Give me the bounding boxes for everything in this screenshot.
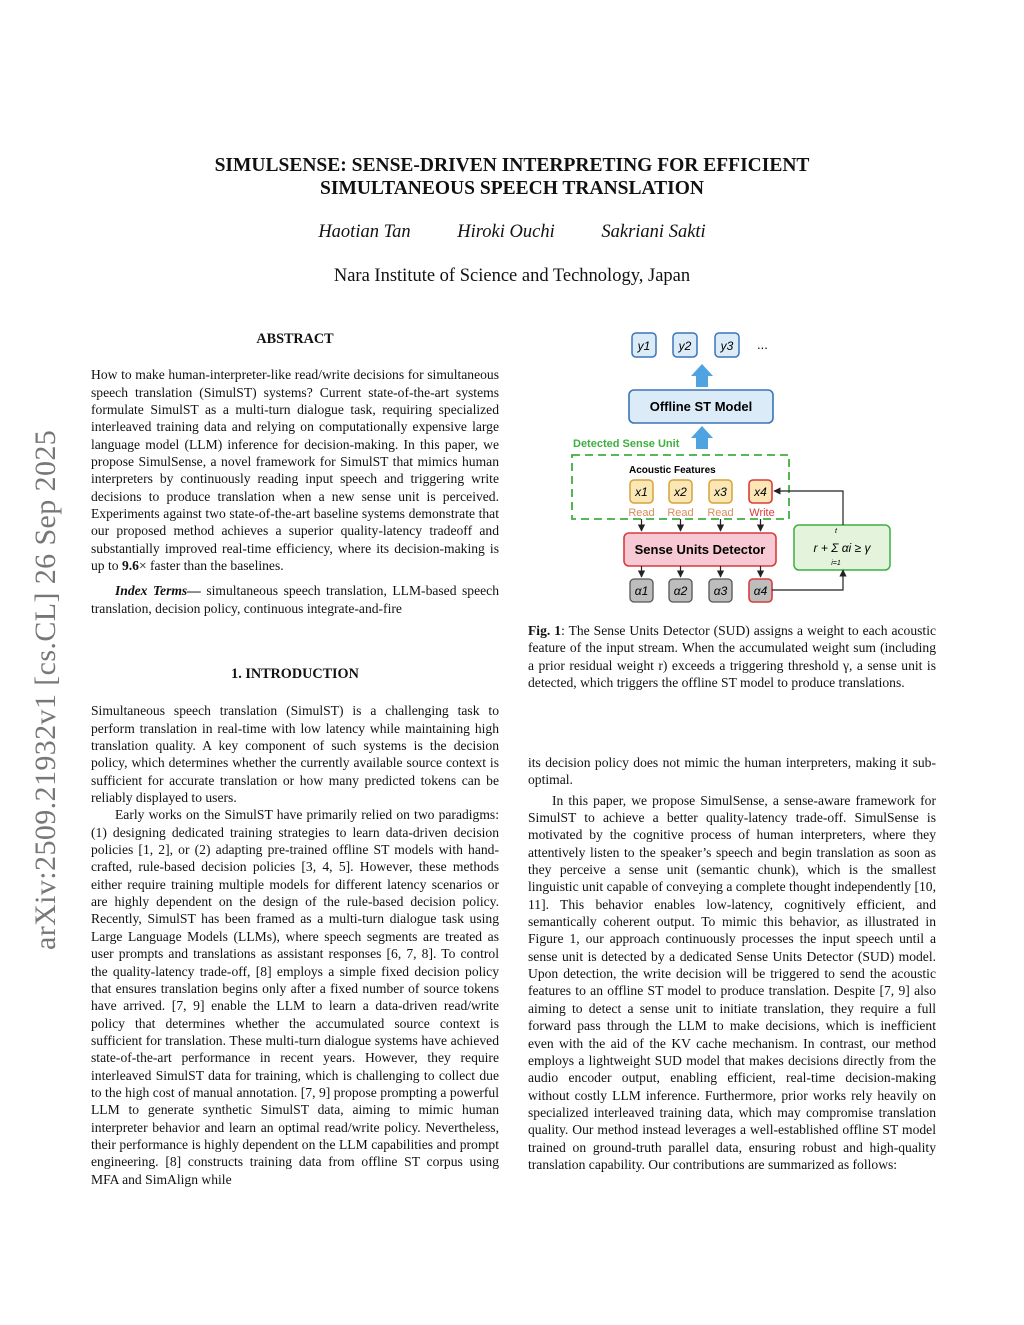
- index-terms: [91, 582, 499, 617]
- input-feature-3: [709, 480, 732, 503]
- abstract-speedup: 9.6: [121, 558, 139, 574]
- action-read-3: Read: [707, 507, 734, 519]
- svg-text:x2: x2: [674, 485, 687, 499]
- detected-sense-unit-label: Detected Sense Unit: [573, 438, 680, 450]
- introduction-heading: 1. INTRODUCTION: [231, 666, 359, 682]
- caption-text: : The Sense Units Detector (SUD) assigns a weight to each acoustic feature of the input stream. When the accumulated weight sum (including a prior residual weight r) exceeds a triggering threshold γ, a sense unit is detected, which triggers the offline ST model to produce translations.: [528, 623, 936, 691]
- sense-units-detector-label: Sense Units Detector: [634, 542, 766, 557]
- abstract-heading: ABSTRACT: [256, 331, 334, 347]
- input-feature-1: [630, 480, 653, 503]
- paper-title: [0, 154, 1024, 200]
- sum-upper-limit: t: [835, 528, 837, 535]
- author-2: Hiroki Ouchi: [457, 222, 555, 242]
- right-paragraph-0: its decision policy does not mimic the human interpreters, making it sub-optimal.: [528, 755, 936, 788]
- svg-text:α3: α3: [713, 584, 728, 598]
- abstract-suffix: × faster than the baselines.: [138, 558, 284, 574]
- output-ellipsis: ...: [757, 337, 768, 352]
- weight-4: [749, 579, 772, 602]
- figure-caption: [528, 622, 936, 691]
- title-line-2: SIMULTANEOUS SPEECH TRANSLATION: [320, 178, 704, 199]
- up-arrow-icon: [691, 364, 713, 387]
- threshold-condition: r + Σ αi ≥ γ: [813, 541, 871, 555]
- offline-st-model-label: Offline ST Model: [649, 399, 753, 414]
- intro-paragraph-1: Simultaneous speech translation (SimulST) is a challenging task to perform translation in real-time with low latency while maintaining high translation quality. A key component of such systems is the decision policy, which determines whether the currently available source context is sufficient for accurate translation or how many predicted tokens can be reliably displayed to users.: [91, 703, 499, 806]
- figure-1: [560, 325, 940, 615]
- index-terms-label: Index Terms—: [115, 583, 201, 599]
- sum-lower-limit: i=1: [831, 560, 841, 567]
- svg-text:α1: α1: [634, 584, 649, 598]
- svg-text:y2: y2: [678, 339, 692, 353]
- title-line-1: SIMULSENSE: SENSE-DRIVEN INTERPRETING FOR EFFICIENT: [214, 155, 810, 176]
- svg-text:x4: x4: [754, 485, 767, 499]
- action-read-1: Read: [628, 507, 655, 519]
- svg-text:α2: α2: [673, 584, 688, 598]
- weight-1: [630, 579, 653, 602]
- output-token-2: [673, 333, 697, 357]
- index-terms-text: simultaneous speech translation, LLM-based speech translation, decision policy, continuous integrate-and-fire: [91, 583, 500, 616]
- abstract-body: [91, 366, 499, 574]
- introduction-section: [91, 666, 499, 1188]
- action-read-2: Read: [667, 507, 694, 519]
- weight-3: [709, 579, 732, 602]
- svg-text:x3: x3: [714, 485, 727, 499]
- action-write: Write: [749, 507, 775, 519]
- input-feature-2: [669, 480, 692, 503]
- acoustic-features-label: Acoustic Features: [629, 465, 716, 476]
- input-feature-4: [749, 480, 772, 503]
- arxiv-identifier: arXiv:2509.21932v1 [cs.CL] 26 Sep 2025: [29, 429, 62, 950]
- sense-units-diagram: [560, 325, 940, 615]
- right-paragraph-1: In this paper, we propose SimulSense, a sense-aware framework for SimulST to achieve a better quality-latency trade-off. SimulSense is motivated by the cognitive process of human interpreters, where they attentively listen to the speaker’s speech and begin translation as soon as they perceive a sense unit (semantic chunk), which is the smallest linguistic unit capable of conveying a complete thought independently [10, 11]. This behavior enables low-latency, cognitively efficient, and semantically coherent output. To mimic this behavior, as illustrated in Figure 1, our approach continuously processes the input speech until a sense unit is detected by a dedicated Sense Units Detector (SUD) model. Upon detection, the write decision will be triggered to send the acoustic features to an offline ST model to produce translation. Despite [7, 9] also aiming to detect a sense unit to initiate translation, they require a full forward pass through the LLM to make decisions, which is inefficient even with the aid of the KV cache mechanism. In contrast, our method employs a lightweight SUD model that makes decisions directly from the audio encoder output, enabling efficient, real-time decision-making without costly LLM inference. Furthermore, prior works rely heavily on specialized interleaved training data, which may compromise translation quality. Our method instead leverages a well-established offline ST model trained on ground-truth parallel data, ensuring robust and high-quality translation capability. Our contributions are summarized as follows:: [528, 792, 936, 1172]
- author-1: Haotian Tan: [318, 222, 411, 242]
- abstract-section: [91, 331, 499, 617]
- weight-2: [669, 579, 692, 602]
- output-token-3: [715, 333, 739, 357]
- affiliation: Nara Institute of Science and Technology, Japan: [333, 266, 691, 286]
- right-column-text: [528, 754, 936, 1173]
- svg-text:α4: α4: [753, 584, 768, 598]
- up-arrow-icon-2: [691, 426, 713, 449]
- svg-text:y1: y1: [637, 339, 651, 353]
- svg-text:y3: y3: [720, 339, 734, 353]
- abstract-text: How to make human-interpreter-like read/write decisions for simultaneous speech translation (SimulST) systems? Current state-of-the-art systems formulate SimulST as a multi-turn dialogue task, requiring specialized interleaved training data and relying on computationally expensive large language model (LLM) inference for decision-making. In this paper, we propose SimulSense, a novel framework for SimulST that mimics human interpreters by continuously reading input speech and triggering write decisions to produce translation when a new sense unit is perceived. Experiments against two state-of-the-art baseline systems demonstrate that our proposed method achieves a superior quality-latency tradeoff and substantially improved real-time efficiency, where its decision-making is up to: [91, 367, 499, 574]
- author-3: Sakriani Sakti: [601, 222, 706, 242]
- svg-text:x1: x1: [635, 485, 648, 499]
- caption-label: Fig. 1: [528, 623, 562, 638]
- author-list: [0, 222, 1024, 243]
- intro-paragraph-2: Early works on the SimulST have primarily relied on two paradigms: (1) designing dedicated training strategies to learn data-driven decision policies [1, 2], or (2) adapting pre-trained offline ST models with hand-crafted, rule-based decision policies [3, 4, 5]. However, these methods either require training multiple models for different latency scenarios or are highly dependent on the design of the rule-based decision policy. Recently, SimulST has been framed as a multi-turn dialogue task using Large Language Models (LLMs), where speech segments are treated as user prompts and translations as assistant responses [6, 7, 8]. To control the quality-latency trade-off, [8] employs a simple fixed decision policy that ensures translation begins only after a fixed number of source tokens have arrived. [7, 9] enable the LLM to learn a data-driven read/write policy that determines whether the accumulated source context is sufficient for translation. These multi-turn dialogue systems have achieved state-of-the-art performance in recent years. However, they require interleaved SimulST data for training, which is challenging to collect due to the high cost of manual annotation. [7, 9] propose prompting a powerful LLM to generate synthetic SimulST data, aiming to mimic human interpreter behavior and learn an optimal read/write policy. Nevertheless, their performance is highly dependent on the LLM capabilities and prompt engineering. [8] constructs training data from offline ST corpus using MFA and SimAlign while: [91, 807, 499, 1187]
- output-token-1: [632, 333, 656, 357]
